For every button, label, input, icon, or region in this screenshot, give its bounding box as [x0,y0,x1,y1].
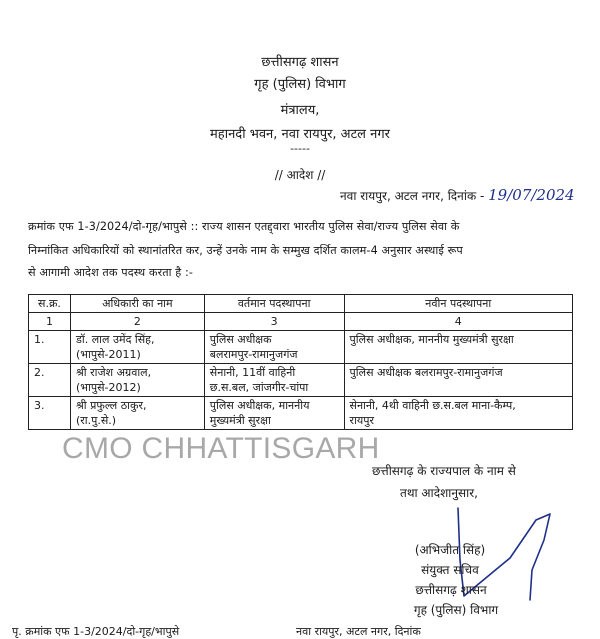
colnum-4: 4 [344,313,572,331]
place-date-prefix: नवा रायपुर, अटल नगर, दिनांक - [340,189,485,203]
order-title: // आदेश // [274,168,326,182]
row-current-posting [204,364,344,397]
watermark-text: CMO CHHATTISGARH [62,432,380,465]
signatory-dept: गृह (पुलिस) विभाग [413,603,499,617]
order-paragraph-line2: निम्नांकित अधिकारियों को स्थानांतरित कर, उन्हें उनके नाम के सम्मुख दर्शित कालम-4 अनुसार अस्थाई रूप [28,244,463,257]
new-posting-line2: रायपुर [349,414,374,427]
row-officer [70,331,204,364]
address: महानदी भवन, नवा रायपुर, अटल नगर [210,127,390,142]
separator: ----- [290,142,310,155]
govt-name: छत्तीसगढ़ शासन [261,55,339,70]
current-posting-line1: पुलिस अधीक्षक, माननीय [209,399,310,412]
officer-service: (रा.पु.से.) [75,414,117,427]
governor-line2: तथा आदेशानुसार, [400,486,478,500]
transfer-table [28,294,573,430]
signatory-name: (अभिजीत सिंह) [414,543,486,557]
current-posting-line1: सेनानी, 11वीं वाहिनी [209,366,296,379]
row-new-posting [344,364,572,397]
header-officer-name: अधिकारी का नाम [70,295,204,313]
signatory-designation: संयुक्त सचिव [421,563,479,577]
current-posting-line2: बलरामपुर-रामानुजगंज [209,348,298,361]
current-posting-line2: मुख्यमंत्री सुरक्षा [209,414,271,427]
signatory-govt: छत्तीसगढ़ शासन [415,583,487,597]
column-number-row [29,313,573,331]
row-officer [70,397,204,430]
governor-line1: छत्तीसगढ़ के राज्यपाल के नाम से [372,464,516,478]
officer-name: डॉ. लाल उमेंद सिंह, [75,333,155,346]
new-posting-line1: पुलिस अधीक्षक बलरामपुर-रामानुजगंज [349,366,503,379]
footer-reference: पृ. क्रमांक एफ 1-3/2024/दो-गृह/भापुसे [12,625,180,638]
place-date [340,186,575,204]
colnum-2: 2 [70,313,204,331]
colnum-3: 3 [204,313,344,331]
table-row [29,364,573,397]
table-row [29,331,573,364]
row-new-posting [344,331,572,364]
current-posting-line1: पुलिस अधीक्षक [209,333,272,346]
handwritten-date: 19/07/2024 [488,186,575,204]
order-paragraph-line3: से आगामी आदेश तक पदस्थ करता है :- [28,266,193,279]
row-sno: 3. [29,397,71,430]
ministry-label: मंत्रालय, [280,103,320,118]
colnum-1: 1 [29,313,71,331]
officer-name: श्री राजेश अग्रवाल, [75,366,152,379]
header-current-posting: वर्तमान पदस्थापना [204,295,344,313]
current-posting-line2: छ.स.बल, जांजगीर-चांपा [209,381,309,394]
row-current-posting [204,397,344,430]
row-current-posting [204,331,344,364]
order-paragraph-line1: क्रमांक एफ 1-3/2024/दो-गृह/भापुसे :: राज्य शासन एतद्द्वारा भारतीय पुलिस सेवा/राज्य पुलिस सेवा के [28,220,460,233]
row-new-posting [344,397,572,430]
officer-name: श्री प्रफुल्ल ठाकुर, [75,399,147,412]
header-new-posting: नवीन पदस्थापना [344,295,572,313]
officer-service: (भापुसे-2012) [75,381,141,394]
officer-service: (भापुसे-2011) [75,348,141,361]
header-sno: स.क्र. [29,295,71,313]
table-header-row [29,295,573,313]
row-sno: 1. [29,331,71,364]
department-name: गृह (पुलिस) विभाग [254,77,346,92]
table-row [29,397,573,430]
new-posting-line1: पुलिस अधीक्षक, माननीय मुख्यमंत्री सुरक्षा [349,333,514,346]
row-officer [70,364,204,397]
new-posting-line1: सेनानी, 4थी वाहिनी छ.स.बल माना-कैम्प, [349,399,516,412]
footer-place-date: नवा रायपुर, अटल नगर, दिनांक [296,625,421,638]
row-sno: 2. [29,364,71,397]
